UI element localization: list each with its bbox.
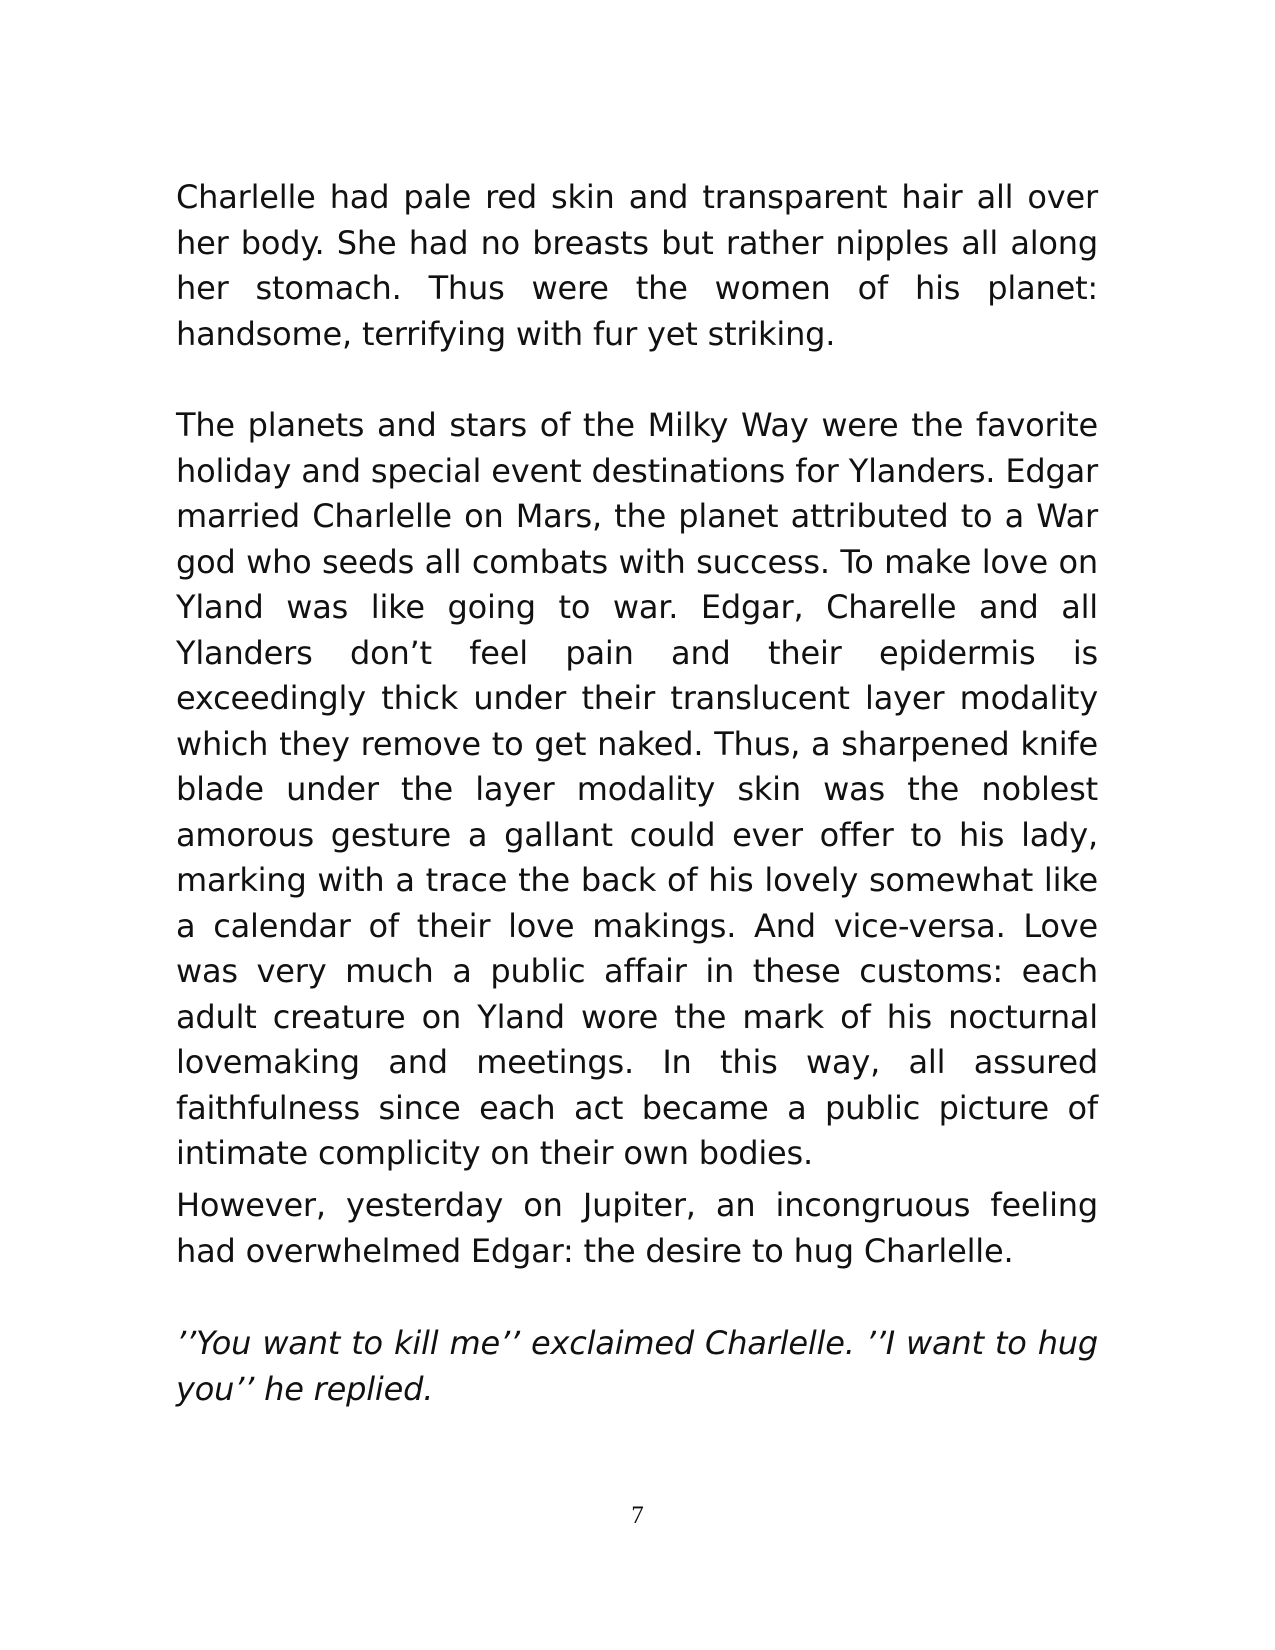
paragraph-jupiter-feeling: However, yesterday on Jupiter, an incongruous feeling had overwhelmed Edgar: the desire to hug Charlelle.: [176, 1186, 1098, 1270]
paragraph-charlelle-description: Charlelle had pale red skin and transparent hair all over her body. She had no breasts but rather nipples all along her stomach. Thus were the women of his planet: handsome, terrifying with fur yet striking.: [176, 178, 1098, 353]
page-number: 7: [631, 1502, 644, 1529]
paragraph-ylanders-customs: The planets and stars of the Milky Way were the favorite holiday and special event destinations for Ylanders. Edgar married Charlelle on Mars, the planet attributed to a War god who seeds all combats with success. To make love on Yland was like going to war. Edgar, Charelle and all Ylanders don’t feel pain and their epidermis is exceedingly thick under their translucent layer modality which they remove to get naked. Thus, a sharpened knife blade under the layer modality skin was the noblest amorous gesture a gallant could ever offer to his lady, marking with a trace the back of his lovely somewhat like a calendar of their love makings. And vice-versa. Love was very much a public affair in these customs: each adult creature on Yland wore the mark of his nocturnal lovemaking and meetings. In this way, all assured faithfulness since each act became a public picture of intimate complicity on their own bodies.: [176, 406, 1098, 1172]
paragraph-dialogue: ’’You want to kill me’’ exclaimed Charlelle. ’’I want to hug you’’ he replied.: [176, 1324, 1098, 1408]
